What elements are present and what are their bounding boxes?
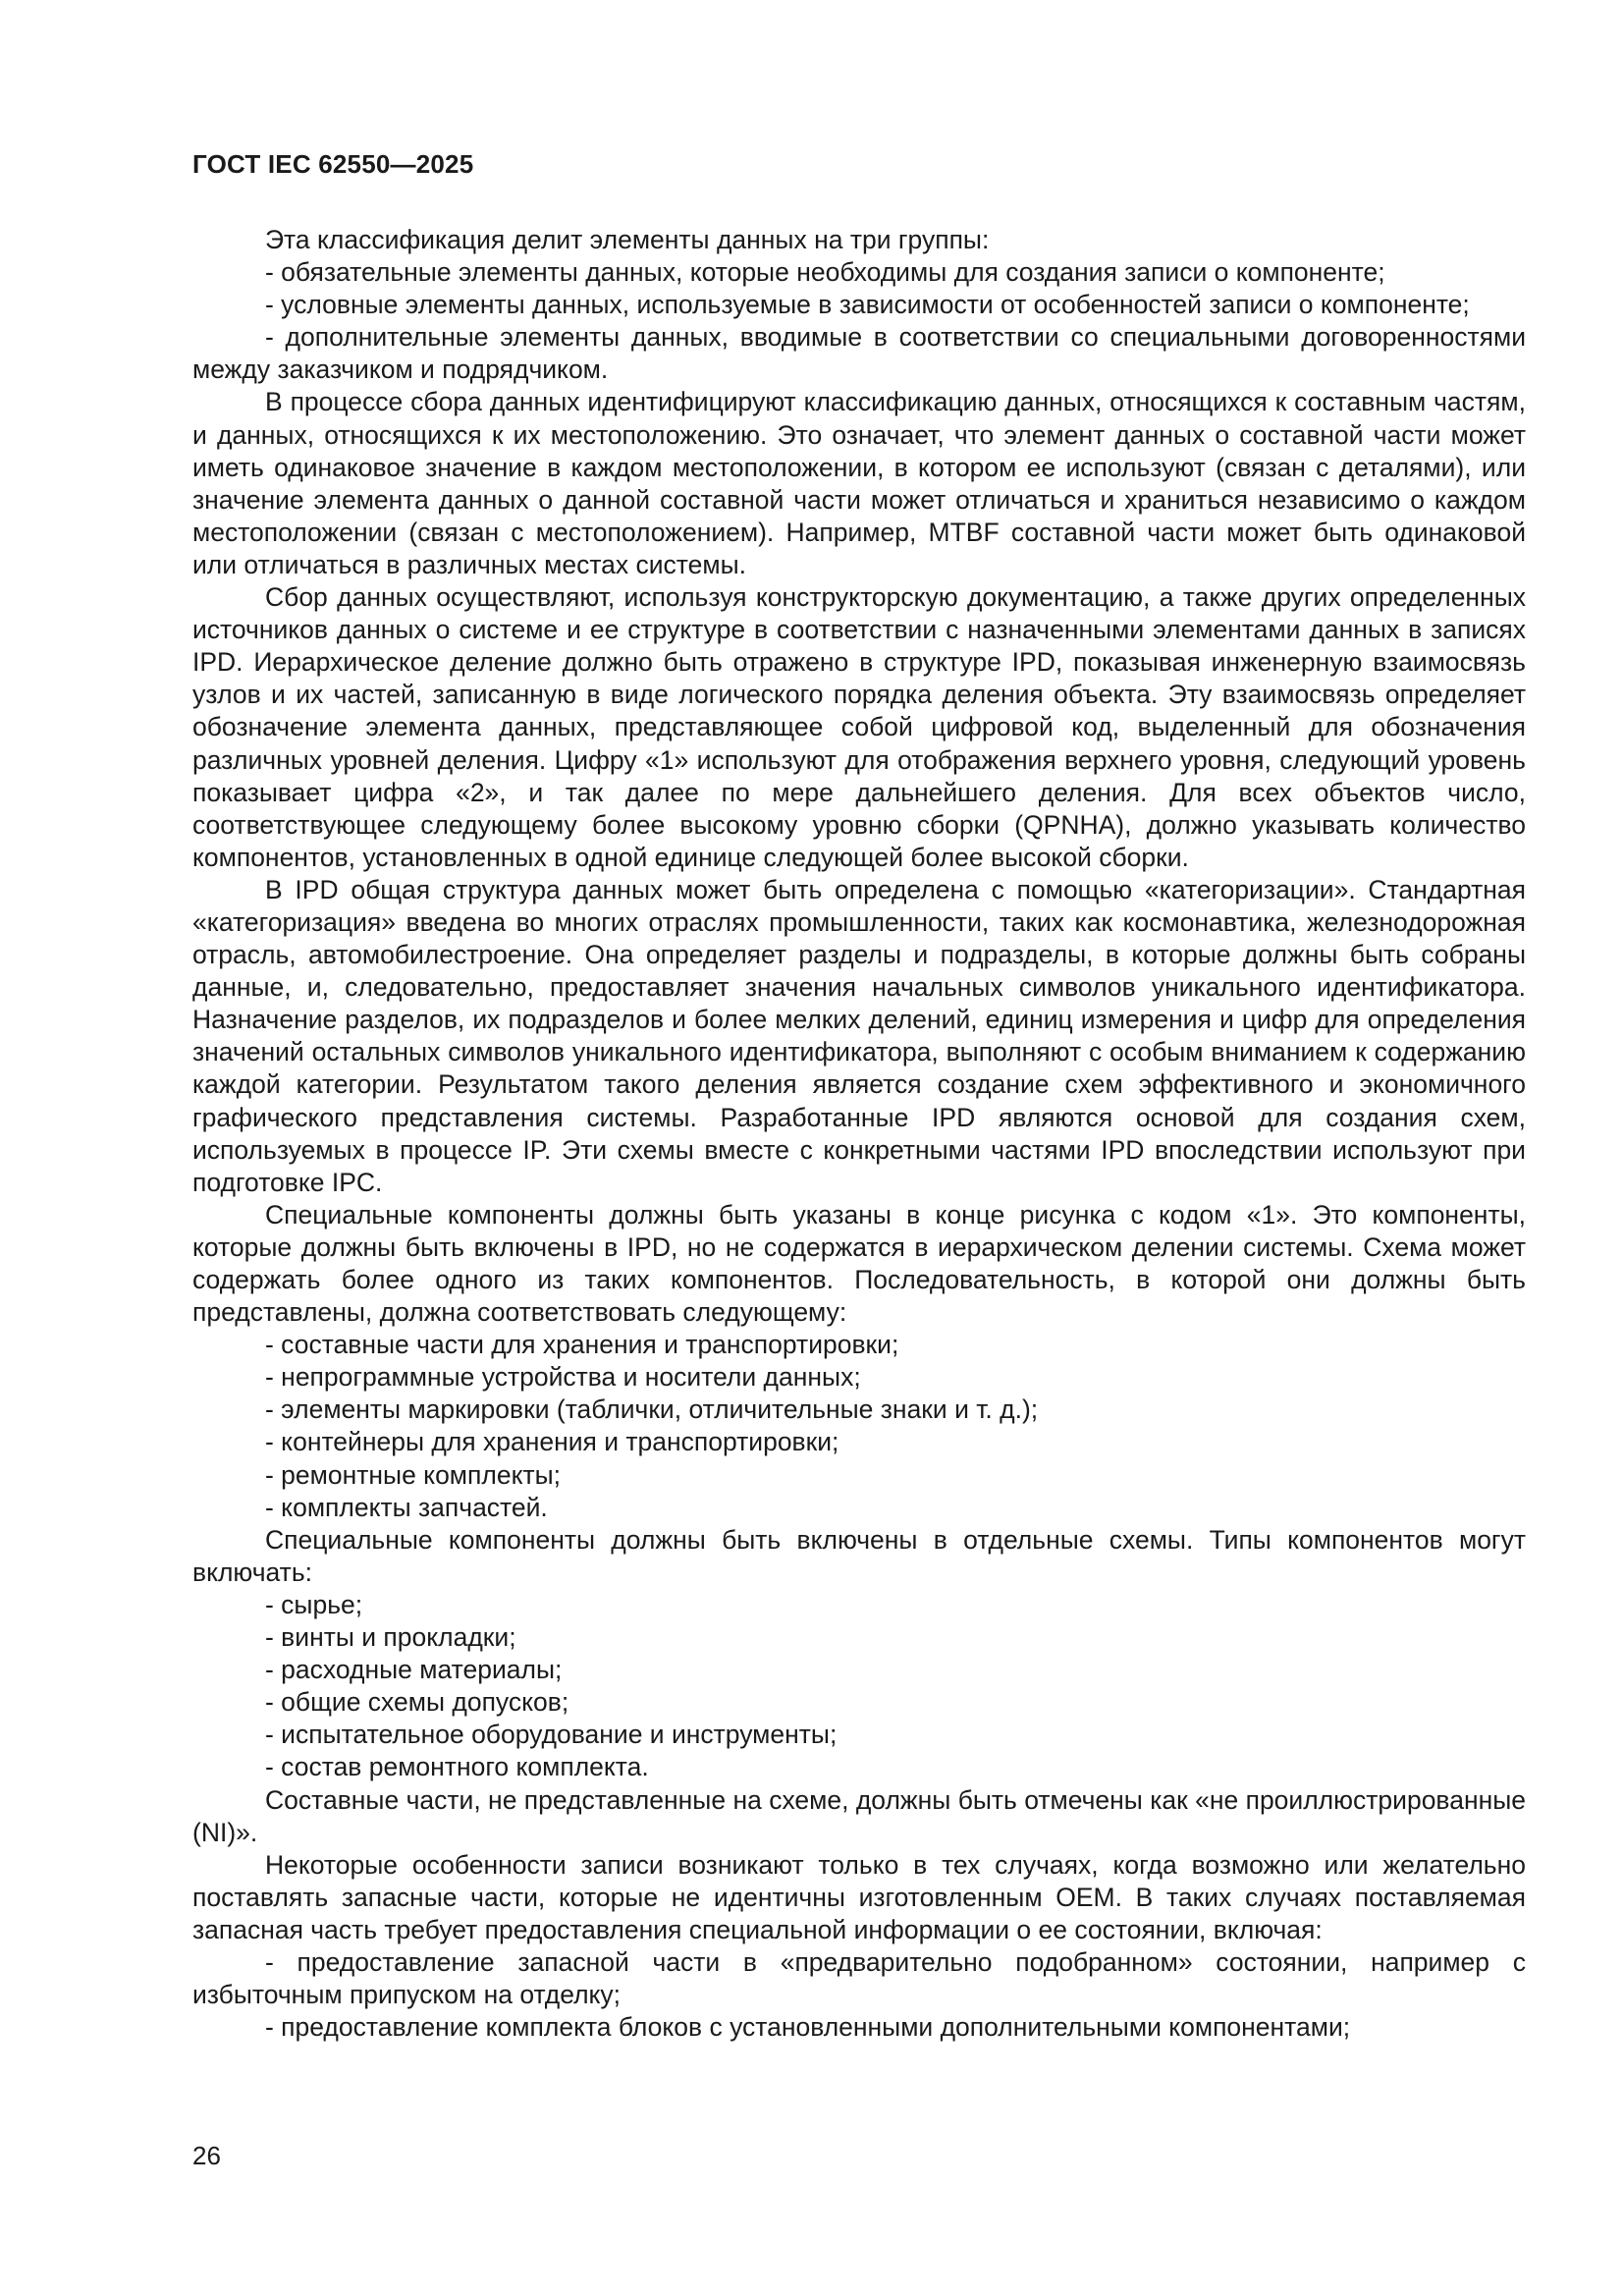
list-item: - общие схемы допусков; (265, 1687, 569, 1718)
paragraph: В IPD общая структура данных может быть определена с помощью «категоризации». Стандартная «категоризация» введена во многих отраслях промышленности, таких как космонавтика, железнодорожная отрасль, автомобилестроение. Она определяет разделы и подразделы, в которые должны быть собраны данные, и, следовательно, предоставляет значения начальных символов уникального идентификатора. Назначение разделов, их подразделов и более мелких делений, единиц измерения и цифр для определения значений остальных символов уникального идентификатора, выполняют с особым вниманием к содержанию каждой категории. Результатом такого деления является создание схем эффективного и экономичного графического представления системы. Разработанные IPD являются основой для создания схем, используемых в процессе IP. Эти схемы вместе с конкретными частями IPD впоследствии используют при подготовке IPC. (192, 874, 1526, 1197)
list-item: - обязательные элементы данных, которые необходимы для создания записи о компоненте; (265, 257, 1385, 288)
document-body (192, 224, 1526, 2044)
list-item: - составные части для хранения и транспортировки; (265, 1330, 899, 1360)
paragraph: Специальные компоненты должны быть включены в отдельные схемы. Типы компонентов могут включать: (192, 1524, 1526, 1587)
list-item: - сырье; (265, 1589, 363, 1619)
list-item: - предоставление комплекта блоков с установленными дополнительными компонентами; (265, 2012, 1351, 2043)
page-number: 26 (192, 2141, 221, 2170)
list-item: - комплекты запчастей. (265, 1492, 548, 1522)
list-item: - ремонтные комплекты; (265, 1459, 562, 1490)
component-types-list (192, 1589, 1526, 1784)
list-item: - непрограммные устройства и носители данных; (265, 1362, 861, 1393)
list-item: - испытательное оборудование и инструменты; (265, 1720, 838, 1750)
list-item: - дополнительные элементы данных, вводимые в соответствии со специальными договоренностями между заказчиком и подрядчиком. (192, 322, 1526, 385)
paragraph: Специальные компоненты должны быть указаны в конце рисунка с кодом «1». Это компоненты, которые должны быть включены в IPD, но не содержатся в иерархическом делении системы. Схема может содержать более одного из таких компонентов. Последовательность, в которой они должны быть представлены, должна соответствовать следующему: (192, 1199, 1526, 1328)
list-item: - контейнеры для хранения и транспортировки; (265, 1427, 839, 1457)
paragraph: Некоторые особенности записи возникают только в тех случаях, когда возможно или желательно поставлять запасные части, которые не идентичны изготовленным OEM. В таких случаях поставляемая запасная часть требует предоставления специальной информации о ее состоянии, включая: (192, 1849, 1526, 1944)
list-item: - винты и прокладки; (265, 1622, 516, 1653)
document-header: ГОСТ IEC 62550—2025 (192, 149, 474, 179)
paragraph: Эта классификация делит элементы данных на три группы: (265, 225, 990, 254)
paragraph: В процессе сбора данных идентифицируют классификацию данных, относящихся к составным частям, и данных, относящихся к их местоположению. Это означает, что элемент данных о составной части может иметь одинаковое значение в каждом местоположении, в котором ее используют (связан с деталями), или значение элемента данных о данной составной части может отличаться и храниться независимо о каждом местоположении (связан с местоположением). Например, MTBF составной части может быть одинаковой или отличаться в различных местах системы. (192, 387, 1526, 579)
list-item: - условные элементы данных, используемые в зависимости от особенностей записи о компоненте; (265, 290, 1470, 320)
spare-parts-list (192, 1946, 1526, 2044)
paragraph: Составные части, не представленные на схеме, должны быть отмечены как «не проиллюстрированные (NI)». (192, 1784, 1526, 1847)
list-item: - предоставление запасной части в «предварительно подобранном» состоянии, например с избыточным припуском на отделку; (192, 1946, 1526, 2010)
list-item: - состав ремонтного комплекта. (265, 1752, 649, 1782)
paragraph: Сбор данных осуществляют, используя конструкторскую документацию, а также других определенных источников данных о системе и ее структуре в соответствии с назначенными элементами данных в записях IPD. Иерархическое деление должно быть отражено в структуре IPD, показывая инженерную взаимосвязь узлов и их частей, записанную в виде логического порядка деления объекта. Эту взаимосвязь определяет обозначение элемента данных, представляющее собой цифровой код, выделенный для обозначения различных уровней деления. Цифру «1» используют для отображения верхнего уровня, следующий уровень показывает цифра «2», и так далее по мере дальнейшего деления. Для всех объектов число, соответствующее следующему более высокому уровню сборки (QPNHA), должно указывать количество компонентов, установленных в одной единице следующей более высокой сборки. (192, 582, 1526, 872)
list-item: - элементы маркировки (таблички, отличительные знаки и т. д.); (265, 1394, 1039, 1425)
data-groups-list (192, 256, 1526, 386)
special-components-order-list (192, 1329, 1526, 1524)
list-item: - расходные материалы; (265, 1655, 563, 1685)
